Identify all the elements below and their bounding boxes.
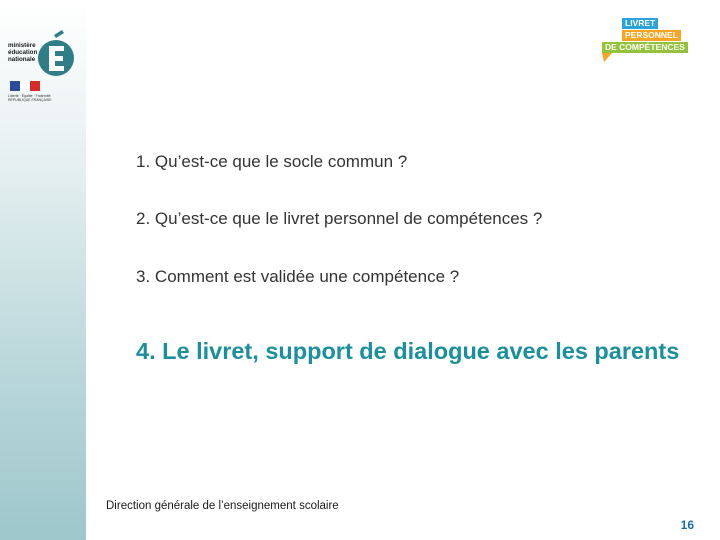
agenda-item-number: 1. [136, 152, 151, 171]
agenda-item-text: Qu’est-ce que le livret personnel de compétences ? [154, 209, 543, 228]
agenda-item-text: Qu’est-ce que le socle commun ? [154, 152, 408, 171]
lpc-logo [600, 18, 690, 66]
agenda-current-item [136, 334, 720, 368]
motto-line: RÉPUBLIQUE FRANÇAISE [8, 98, 52, 102]
ministry-name-line: ministère [8, 42, 36, 49]
agenda-current-number: 4. [136, 338, 156, 364]
agenda-item-text: Comment est validée une compétence ? [154, 267, 460, 286]
lpc-logo-line: DE COMPÉTENCES [602, 42, 688, 53]
ministry-name-line: nationale [8, 56, 36, 64]
motto-line: Liberté · Égalité · Fraternité [8, 94, 51, 98]
ministry-logo [8, 28, 76, 106]
agenda-item [136, 152, 407, 172]
agenda-item [136, 267, 459, 287]
agenda-item [136, 209, 542, 229]
speech-tail-icon [600, 53, 614, 63]
lpc-logo-line: PERSONNEL [622, 30, 681, 41]
lpc-logo-line: LIVRET [622, 18, 658, 29]
footer-organization: Direction générale de l’enseignement scolaire [106, 500, 339, 512]
page-number: 16 [680, 518, 694, 532]
french-flag-icon [10, 81, 40, 91]
ministry-name-line: éducation [8, 49, 38, 57]
e-emblem-icon [36, 28, 76, 80]
republic-motto [8, 94, 52, 102]
agenda-current-text: Le livret, support de dialogue avec les parents [162, 338, 680, 364]
agenda-item-number: 2. [136, 209, 151, 228]
agenda-item-number: 3. [136, 267, 151, 286]
